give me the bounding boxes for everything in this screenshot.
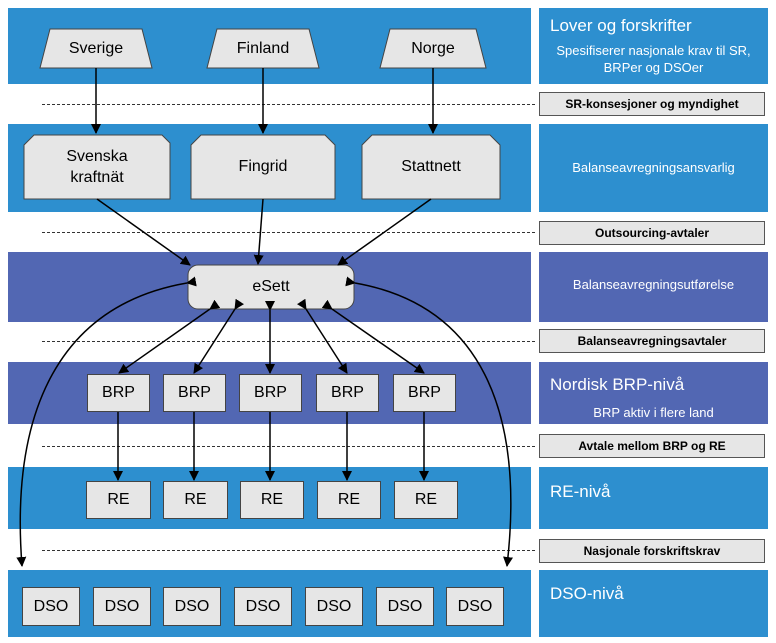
dso-box: DSO (376, 587, 434, 626)
double-arrow (119, 309, 210, 373)
dso-box: DSO (234, 587, 292, 626)
country-sverige: Sverige (68, 39, 124, 57)
dso-box: DSO (305, 587, 363, 626)
tso-svenska-kraftnat: Svenska kraftnät (66, 148, 128, 186)
esett-box: eSett (252, 278, 290, 295)
brp-box: BRP (87, 374, 150, 412)
agreement-label: Outsourcing-avtaler (539, 221, 765, 245)
double-arrow (332, 309, 424, 373)
dso-level-title: DSO-nivå (550, 584, 624, 603)
agreement-label: Nasjonale forskriftskrav (539, 539, 765, 563)
agreement-label: Balanseavregningsavtaler (539, 329, 765, 353)
arrow (258, 199, 263, 264)
country-finland: Finland (236, 39, 290, 57)
law-level-title: Lover og forskrifter (550, 16, 692, 35)
balance-execution-title: Balanseavregningsutførelse (572, 277, 735, 292)
law-level-subtitle: Spesifiserer nasjonale krav til SR, BRPer og DSOer (556, 43, 751, 75)
re-box: RE (240, 481, 304, 519)
curved-double-arrow (355, 283, 511, 566)
re-box: RE (163, 481, 228, 519)
re-level-title: RE-nivå (550, 482, 611, 501)
dso-box: DSO (93, 587, 151, 626)
double-arrow (306, 309, 347, 373)
balance-responsible-title: Balanseavregningsansvarlig (572, 160, 735, 175)
tso-stattnett: Stattnett (401, 158, 461, 175)
brp-box: BRP (239, 374, 302, 412)
agreement-label: Avtale mellom BRP og RE (539, 434, 765, 458)
arrow (97, 199, 190, 265)
dso-box: DSO (22, 587, 80, 626)
country-norge: Norge (411, 39, 455, 57)
arrow (338, 199, 431, 265)
dso-box: DSO (446, 587, 504, 626)
brp-level-title: Nordisk BRP-nivå (550, 375, 685, 394)
brp-level-subtitle: BRP aktiv i flere land (593, 405, 714, 420)
brp-box: BRP (163, 374, 226, 412)
re-box: RE (86, 481, 151, 519)
double-arrow (194, 309, 235, 373)
re-box: RE (317, 481, 381, 519)
brp-box: BRP (316, 374, 379, 412)
curved-double-arrow (20, 283, 187, 566)
re-box: RE (394, 481, 458, 519)
agreement-label: SR-konsesjoner og myndighet (539, 92, 765, 116)
dso-box: DSO (163, 587, 221, 626)
brp-box: BRP (393, 374, 456, 412)
tso-fingrid: Fingrid (238, 158, 288, 175)
